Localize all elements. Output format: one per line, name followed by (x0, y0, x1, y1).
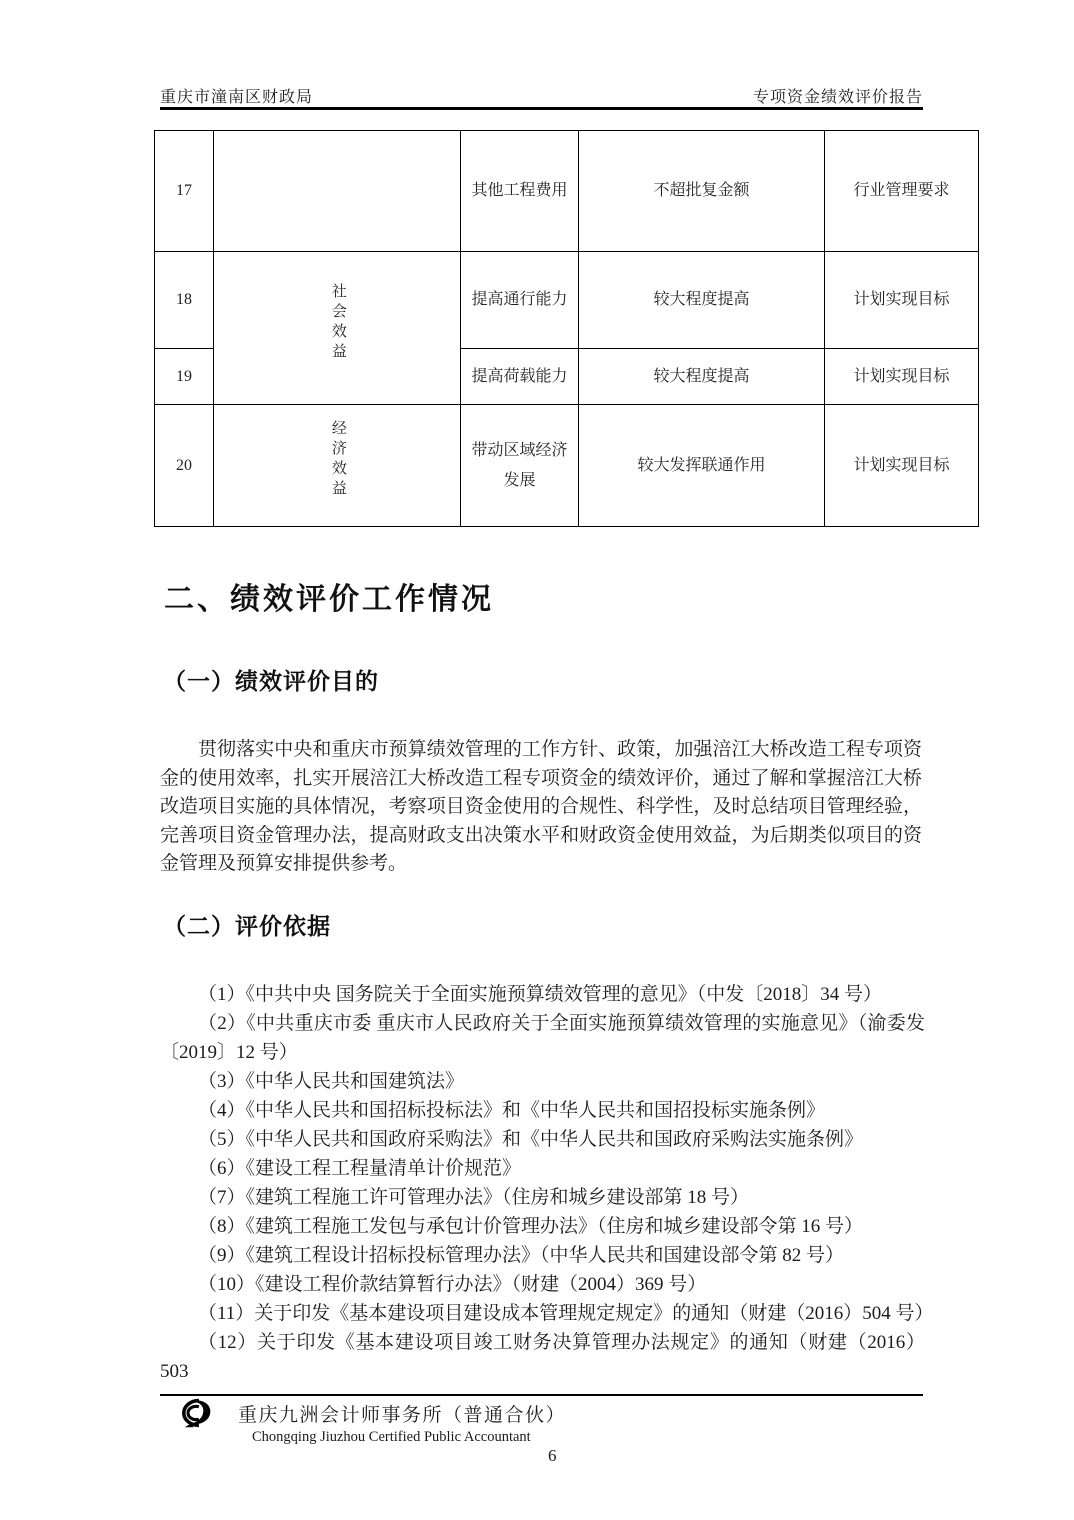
purpose-paragraph: 贯彻落实中央和重庆市预算绩效管理的工作方针、政策，加强涪江大桥改造工程专项资金的使用效率，扎实开展涪江大桥改造工程专项资金的绩效评价，通过了解和掌握涪江大桥改造项目实施的具体情况，考察项目资金使用的合规性、科学性，及时总结项目管理经验，完善项目资金管理办法，提高财政支出决策水平和财政资金使用效益，为后期类似项目的资金管理及预算安排提供参考。 (160, 739, 922, 874)
result-cell: 较大发挥联通作用 (579, 405, 825, 527)
basis-cell: 行业管理要求 (825, 131, 979, 252)
header-right-text: 专项资金绩效评价报告 (752, 89, 923, 106)
basis-list (160, 980, 934, 1386)
basis-item: （1）《中共中央 国务院关于全面实施预算绩效管理的意见》（中发〔2018〕34 号） (198, 984, 883, 1005)
basis-item: （9）《建筑工程设计招标投标管理办法》（中华人民共和国建设部令第 82 号） (198, 1245, 845, 1266)
basis-cell: 计划实现目标 (825, 252, 979, 349)
indicator-cell: 提高通行能力 (461, 252, 579, 349)
seq-cell: 19 (155, 349, 214, 405)
indicator-cell: 提高荷载能力 (461, 349, 579, 405)
section-title: 二、绩效评价工作情况 (164, 583, 494, 616)
basis-item: （7）《建筑工程施工许可管理办法》（住房和城乡建设部第 18 号） (198, 1187, 750, 1208)
result-cell: 较大程度提高 (579, 252, 825, 349)
indicator-cell: 带动区域经济发展 (461, 405, 579, 527)
result-cell: 不超批复金额 (579, 131, 825, 252)
seq-cell: 17 (155, 131, 214, 252)
basis-item: （12）关于印发《基本建设项目竣工财务决算管理办法规定》的通知（财建（2016）503 (160, 1332, 925, 1382)
basis-item: （3）《中华人民共和国建筑法》 (198, 1071, 465, 1092)
table-row (155, 405, 979, 527)
table-row (155, 131, 979, 252)
category-cell-social (214, 252, 461, 405)
basis-heading: （二）评价依据 (163, 914, 331, 939)
indicator-cell: 其他工程费用 (461, 131, 579, 252)
table-row (155, 252, 979, 349)
footer-rule (160, 1394, 923, 1396)
page-header (160, 84, 923, 107)
firm-name-cn: 重庆九洲会计师事务所（普通合伙） (238, 1405, 567, 1426)
basis-item: （8）《建筑工程施工发包与承包计价管理办法》（住房和城乡建设部令第 16 号） (198, 1216, 864, 1237)
seq-cell: 18 (155, 252, 214, 349)
basis-item: （5）《中华人民共和国政府采购法》和《中华人民共和国政府采购法实施条例》 (198, 1129, 864, 1150)
jiuzhou-swirl-logo-icon (166, 1397, 214, 1429)
basis-cell: 计划实现目标 (825, 405, 979, 527)
performance-indicator-table (154, 130, 979, 527)
firm-identity (238, 1400, 566, 1446)
result-cell: 较大程度提高 (579, 349, 825, 405)
header-left-text: 重庆市潼南区财政局 (160, 89, 314, 106)
basis-item: （11）关于印发《基本建设项目建设成本管理规定规定》的通知（财建（2016）504 号） (198, 1303, 934, 1324)
seq-cell: 20 (155, 405, 214, 527)
basis-item: （2）《中共重庆市委 重庆市人民政府关于全面实施预算绩效管理的实施意见》（渝委发〔2019〕12 号） (160, 1013, 925, 1063)
category-cell-economic (214, 405, 461, 527)
basis-item: （6）《建设工程工程量清单计价规范》 (198, 1158, 522, 1179)
category-vertical-label: 社会效益 (329, 282, 346, 363)
basis-cell: 计划实现目标 (825, 349, 979, 405)
category-vertical-label: 经济效益 (329, 420, 346, 501)
header-rule (160, 107, 923, 110)
firm-name-en: Chongqing Jiuzhou Certified Public Accountant (252, 1429, 531, 1445)
page-number: 6 (548, 1446, 557, 1465)
basis-item: （4）《中华人民共和国招标投标法》和《中华人民共和国招投标实施条例》 (198, 1100, 826, 1121)
purpose-heading: （一）绩效评价目的 (163, 669, 379, 694)
basis-item: （10）《建设工程价款结算暂行办法》（财建（2004）369 号） (198, 1274, 707, 1295)
category-cell-empty (214, 131, 461, 252)
